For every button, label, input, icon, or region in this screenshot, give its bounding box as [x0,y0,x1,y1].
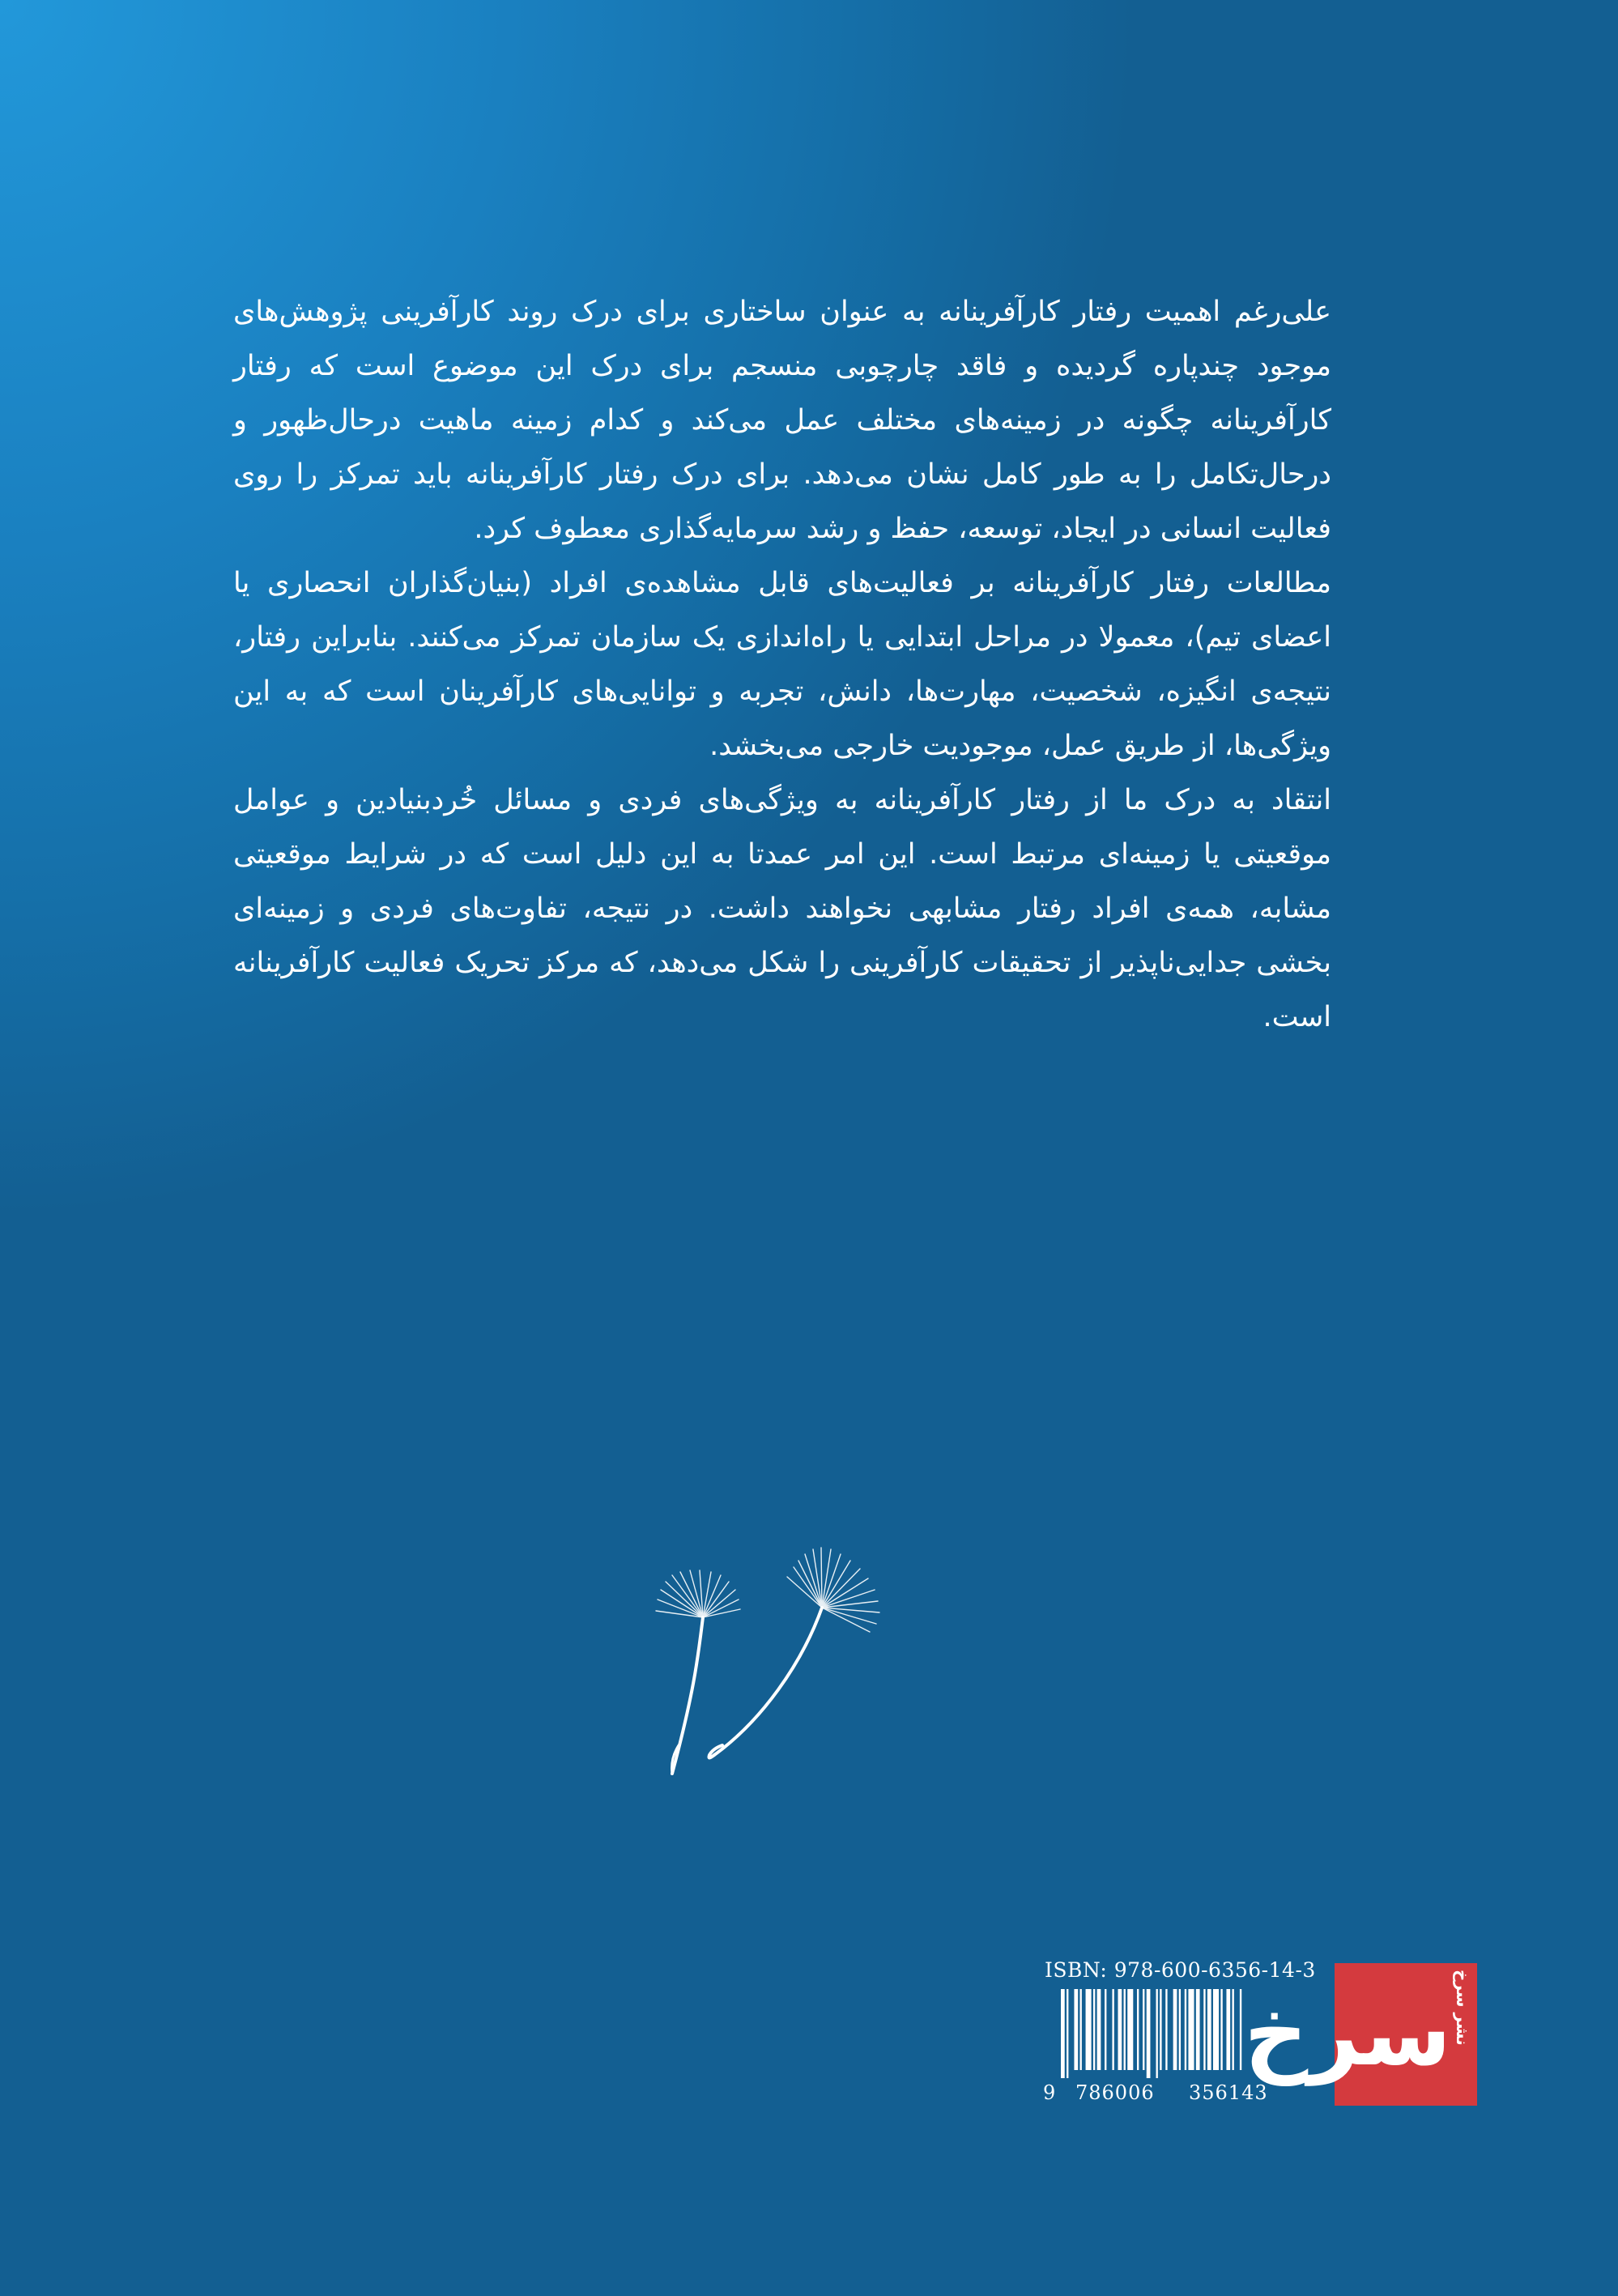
barcode-bar [1213,1989,1219,2070]
barcode-bar [1137,1989,1139,2070]
barcode-bar [1173,1989,1177,2070]
barcode-left-digits: 786006 [1075,2081,1155,2104]
barcode-bar [1203,1989,1205,2070]
publisher-name-vertical: نشر سرخ [1453,1970,1472,2046]
barcode-bar [1188,1989,1194,2070]
barcode-bar [1097,1989,1101,2070]
barcode-bar [1143,1989,1144,2070]
barcode-bar [1067,1989,1068,2078]
barcode-right-digits: 356143 [1189,2081,1268,2104]
barcode-bar [1185,1989,1186,2070]
barcode-bar [1124,1989,1126,2070]
barcode-bar [1233,1989,1234,2070]
barcode-bar [1156,1989,1158,2078]
blurb-text [233,285,1331,1045]
barcode-bar [1061,1989,1065,2078]
dandelion-seeds-illustration [648,1543,923,1786]
barcode-bar [1240,1989,1241,2070]
isbn-label: ISBN: 978-600-6356-14-3 [1045,1958,1316,1982]
barcode-bar [1112,1989,1113,2070]
barcode-bar [1127,1989,1133,2070]
publisher-logo [1244,1963,1477,2106]
blurb-paragraph-1: علی‌رغم اهمیت رفتار کارآفرینانه به عنوان ساختاری برای درک روند کارآفرینی پژوهش‌های موجود چندپاره گردیده و فاقد چارچوبی منسجم برای درک این موضوع است که رفتار کارآفرینانه چگونه در زمینه‌های مختلف عمل می‌کند و کدام زمینه ماهیت درحال‌ظهور و درحال‌تکامل را به طور کامل نشان می‌دهد. برای درک رفتار کارآفرینانه باید تمرکز را روی فعالیت انسانی در ایجاد، توسعه، حفظ و رشد سرمایه‌گذاری معطوف کرد. [233,296,1331,545]
barcode-bar [1160,1989,1161,2070]
barcode-bar [1118,1989,1122,2070]
blurb-paragraph-3: انتقاد به درک ما از رفتار کارآفرینانه به ویژگی‌های فردی و مسائل خُردبنیادین و عوامل موقعیتی یا زمینه‌ای مرتبط است. این امر عمدتا به این دلیل است که در شرایط موقعیتی مشابه، همه‌ی افراد رفتار مشابهی نخواهند داشت. در نتیجه، تفاوت‌های فردی و زمینه‌ای بخشی جدایی‌ناپذیر از تحقیقات کارآفرینی را شکل می‌دهد، که مرکز تحریک فعالیت کارآفرینانه است. [233,784,1331,1033]
barcode-bar [1074,1989,1078,2070]
barcode-bar [1207,1989,1211,2070]
barcode-bar [1226,1989,1230,2070]
barcode-bar [1093,1989,1095,2070]
barcode-bar [1179,1989,1181,2070]
barcode-lead-digit: 9 [1043,2081,1056,2104]
barcode-bar [1080,1989,1082,2070]
blurb-paragraph-2: مطالعات رفتار کارآفرینانه بر فعالیت‌های قابل مشاهده‌ی افراد (بنیان‌گذاران انحصاری یا اعضای تیم)، معمولا در مراحل ابتدایی یا راه‌اندازی یک سازمان تمرکز می‌کنند. بنابراین رفتار، نتیجه‌ی انگیزه، شخصیت، مهارت‌ها، دانش، تجربه و توانایی‌های کارآفرینان است که به این ویژگی‌ها، از طریق عمل، موجودیت خارجی می‌بخشد. [233,567,1331,762]
barcode-bar [1147,1989,1151,2078]
publisher-logo-mark: سرخ [1244,1982,1451,2085]
barcode-bar [1196,1989,1200,2070]
dandelion-seed-large [709,1548,879,1757]
barcode-bar [1220,1989,1222,2070]
barcode-bar [1165,1989,1167,2070]
barcode-bar [1086,1989,1092,2070]
barcode-bar [1105,1989,1106,2070]
